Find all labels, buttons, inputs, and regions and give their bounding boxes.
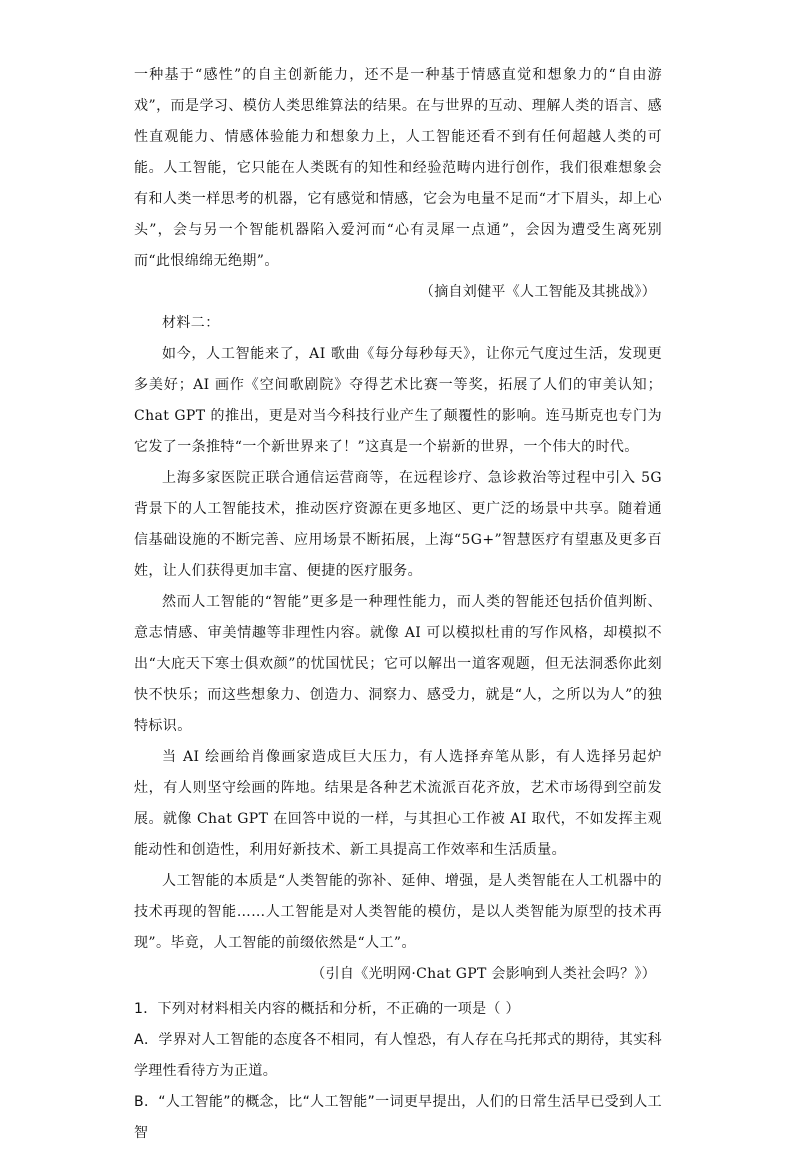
question-1-option-a: A．学界对人工智能的态度各不相同，有人惶恐，有人存在乌托邦式的期待，其实科学理性看待方为正道。 — [134, 1032, 662, 1079]
question-1-stem: 1．下列对材料相关内容的概括和分析，不正确的一项是（ ） — [134, 1001, 520, 1017]
passage-paragraph-continued: 一种基于“感性”的自主创新能力，还不是一种基于情感直觉和想象力的“自由游戏”，而是学习、模仿人类思维算法的结果。在与世界的互动、理解人类的语言、感性直观能力、情感体验能力和想象力上，人工智能还看不到有任何超越人类的可能。人工智能，它只能在人类既有的知性和经验范畴内进行创作，我们很难想象会有和人类一样思考的机器，它有感觉和情感，它会为电量不足而“才下眉头，却上心头”，会与另一个智能机器陷入爱河而“心有灵犀一点通”，会因为遭受生离死别而“此恨绵绵无绝期”。 — [134, 67, 662, 269]
passage-paragraph-rational-intelligence: 然而人工智能的“智能”更多是一种理性能力，而人类的智能还包括价值判断、意志情感、审美情趣等非理性内容。就像 AI 可以模拟杜甫的写作风格，却模拟不出“大庇天下寒士俱欢颜”的忧国忧民；它可以解出一道客观题，但无法洞悉你此刻快不快乐；而这些想象力、创造力、洞察力、感受力，就是“人，之所以为人”的独特标识。 — [134, 594, 662, 734]
source-citation-1: （摘自刘健平《人工智能及其挑战》） — [419, 284, 656, 300]
source-citation-2: （引自《光明网·Chat GPT 会影响到人类社会吗？》） — [311, 966, 656, 982]
material-two-label: 材料二： — [162, 315, 220, 331]
document-body — [134, 60, 662, 1149]
passage-paragraph-5g-medical: 上海多家医院正联合通信运营商等，在远程诊疗、急诊救治等过程中引入 5G 背景下的人工智能技术，推动医疗资源在更多地区、更广泛的场景中共享。随着通信基础设施的不断完善、应用场景不断拓展，上海“5G+”智慧医疗有望惠及更多百姓，让人们获得更加丰富、便捷的医疗服务。 — [134, 470, 662, 579]
question-section — [134, 994, 662, 1149]
question-1-option-b: B．“人工智能”的概念，比“人工智能”一词更早提出，人们的日常生活早已受到人工智 — [134, 1094, 662, 1141]
passage-paragraph-ai-arrival: 如今，人工智能来了，AI 歌曲《每分每秒每天》，让你元气度过生活，发现更多美好；AI 画作《空间歌剧院》夺得艺术比赛一等奖，拓展了人们的审美认知；Chat GPT 的推出，更是对当今科技行业产生了颠覆性的影响。连马斯克也专门为它发了一条推特“一个新世界来了！”这真是一个崭新的世界，一个伟大的时代。 — [134, 346, 662, 455]
passage-paragraph-ai-painting: 当 AI 绘画给肖像画家造成巨大压力，有人选择弃笔从影，有人选择另起炉灶，有人则坚守绘画的阵地。结果是各种艺术流派百花齐放，艺术市场得到空前发展。就像 Chat GPT 在回答中说的一样，与其担心工作被 AI 取代，不如发挥主观能动性和创造性，利用好新技术、新工具提高工作效率和生活质量。 — [134, 749, 662, 858]
passage-paragraph-ai-essence: 人工智能的本质是“人类智能的弥补、延伸、增强，是人类智能在人工机器中的技术再现的智能……人工智能是对人类智能的模仿，是以人类智能为原型的技术再现”。毕竟，人工智能的前缀依然是“人工”。 — [134, 873, 662, 951]
